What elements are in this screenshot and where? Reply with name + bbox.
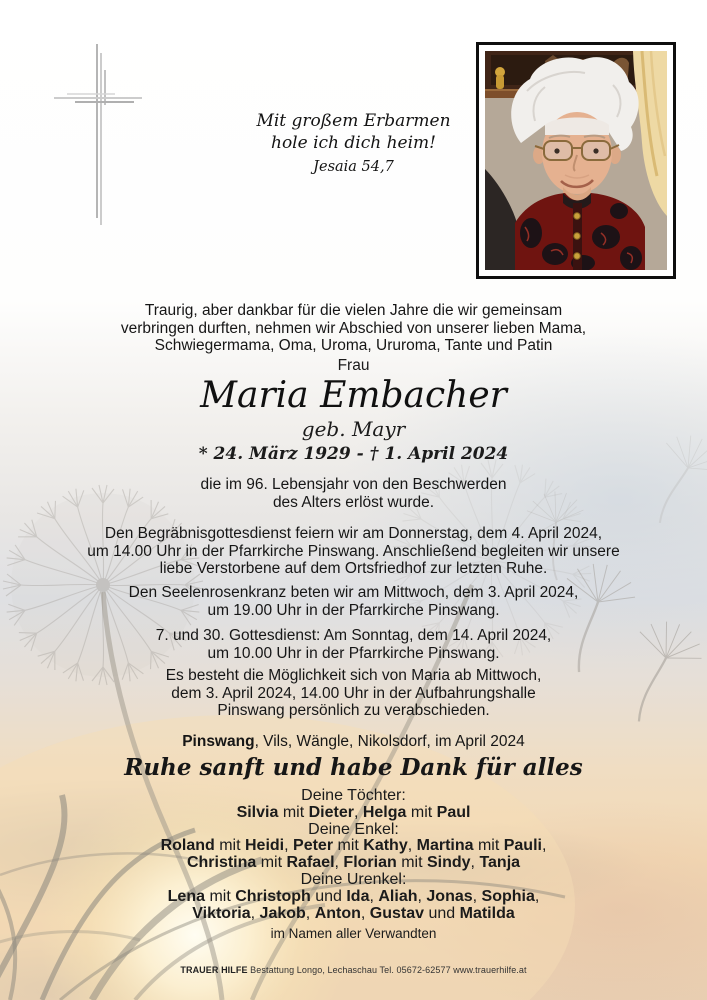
services-line-2: um 10.00 Uhr in der Pfarrkirche Pinswang.	[207, 644, 500, 662]
rosary-line-2: um 19.00 Uhr in der Pfarrkirche Pinswang.	[207, 601, 500, 619]
funeral-line-3: liebe Verstorbene auf dem Ortsfriedhof zur letzten Ruhe.	[159, 560, 548, 578]
life-dates: * 24. März 1929 - † 1. April 2024	[198, 444, 509, 464]
services-info	[0, 627, 707, 662]
funeral-line-2: um 14.00 Uhr in der Pfarrkirche Pinswang. Anschließend begleiten wir unsere	[87, 542, 620, 560]
rosary-info	[0, 584, 707, 619]
intro-line-2: verbringen durften, nehmen wir Abschied von unserer lieben Mama,	[120, 319, 587, 337]
places-bold: Pinswang	[182, 733, 255, 750]
great-grandchildren-names-2: Viktoria, Jakob, Anton, Gustav und Matilda	[192, 904, 515, 922]
services-line-1: 7. und 30. Gottesdienst: Am Sonntag, dem 14. April 2024,	[155, 627, 552, 644]
intro-line-3: Schwiegermama, Oma, Uroma, Ururoma, Tante und Patin	[154, 337, 553, 355]
grandchildren-names-2: Christina mit Rafael, Florian mit Sindy, Tanja	[186, 854, 521, 872]
grandchildren-label: Deine Enkel:	[308, 820, 399, 838]
quote-line-2: hole ich dich heim!	[271, 133, 436, 153]
age-note	[0, 476, 707, 511]
family-list	[0, 788, 707, 943]
maiden-name: geb. Mayr	[301, 417, 406, 441]
portrait-photo	[476, 42, 676, 279]
family-closing: im Namen aller Verwandten	[270, 926, 437, 942]
quote-line-1: Mit großem Erbarmen	[256, 111, 451, 131]
portrait-illustration	[485, 51, 667, 270]
daughters-names: Silvia mit Dieter, Helga mit Paul	[236, 803, 471, 821]
rosary-line-1: Den Seelenrosenkranz beten wir am Mittwoch, dem 3. April 2024,	[128, 584, 579, 601]
salutation: Frau	[337, 357, 370, 374]
farewell-line-2: dem 3. April 2024, 14.00 Uhr in der Aufbahrungshalle	[171, 684, 536, 702]
funeral-home-footer	[0, 965, 707, 975]
funeral-home-info: Bestattung Longo, Lechaschau Tel. 05672-62577 www.trauerhilfe.at	[247, 965, 527, 975]
funeral-home-brand: TRAUER HILFE	[180, 965, 248, 975]
farewell-line-1: Es besteht die Möglichkeit sich von Maria ab Mittwoch,	[165, 667, 542, 684]
places-date	[0, 733, 707, 751]
quote-source: Jesaia 54,7	[313, 159, 394, 175]
funeral-line-1: Den Begräbnisgottesdienst feiern wir am Donnerstag, dem 4. April 2024,	[104, 525, 603, 542]
intro-line-1: Traurig, aber dankbar für die vielen Jahre die wir gemeinsam	[144, 302, 563, 319]
daughters-label: Deine Töchter:	[301, 787, 406, 804]
farewell-info	[0, 667, 707, 720]
age-note-line-2: des Alters erlöst wurde.	[272, 493, 435, 511]
places-rest: , Vils, Wängle, Nikolsdorf, im April 2024	[254, 733, 525, 750]
intro-text	[0, 302, 707, 355]
great-grandchildren-names-1: Lena mit Christoph und Ida, Aliah, Jonas, Sophia,	[167, 887, 540, 905]
farewell-line-3: Pinswang persönlich zu verabschieden.	[217, 702, 490, 720]
great-grandchildren-label: Deine Urenkel:	[300, 870, 407, 888]
funeral-info	[0, 525, 707, 578]
grandchildren-names-1: Roland mit Heidi, Peter mit Kathy, Martina mit Pauli,	[160, 837, 547, 855]
deceased-name: Maria Embacher	[200, 375, 507, 416]
farewell-motto: Ruhe sanft und habe Dank für alles	[124, 754, 583, 781]
age-note-line-1: die im 96. Lebensjahr von den Beschwerden	[200, 476, 507, 493]
